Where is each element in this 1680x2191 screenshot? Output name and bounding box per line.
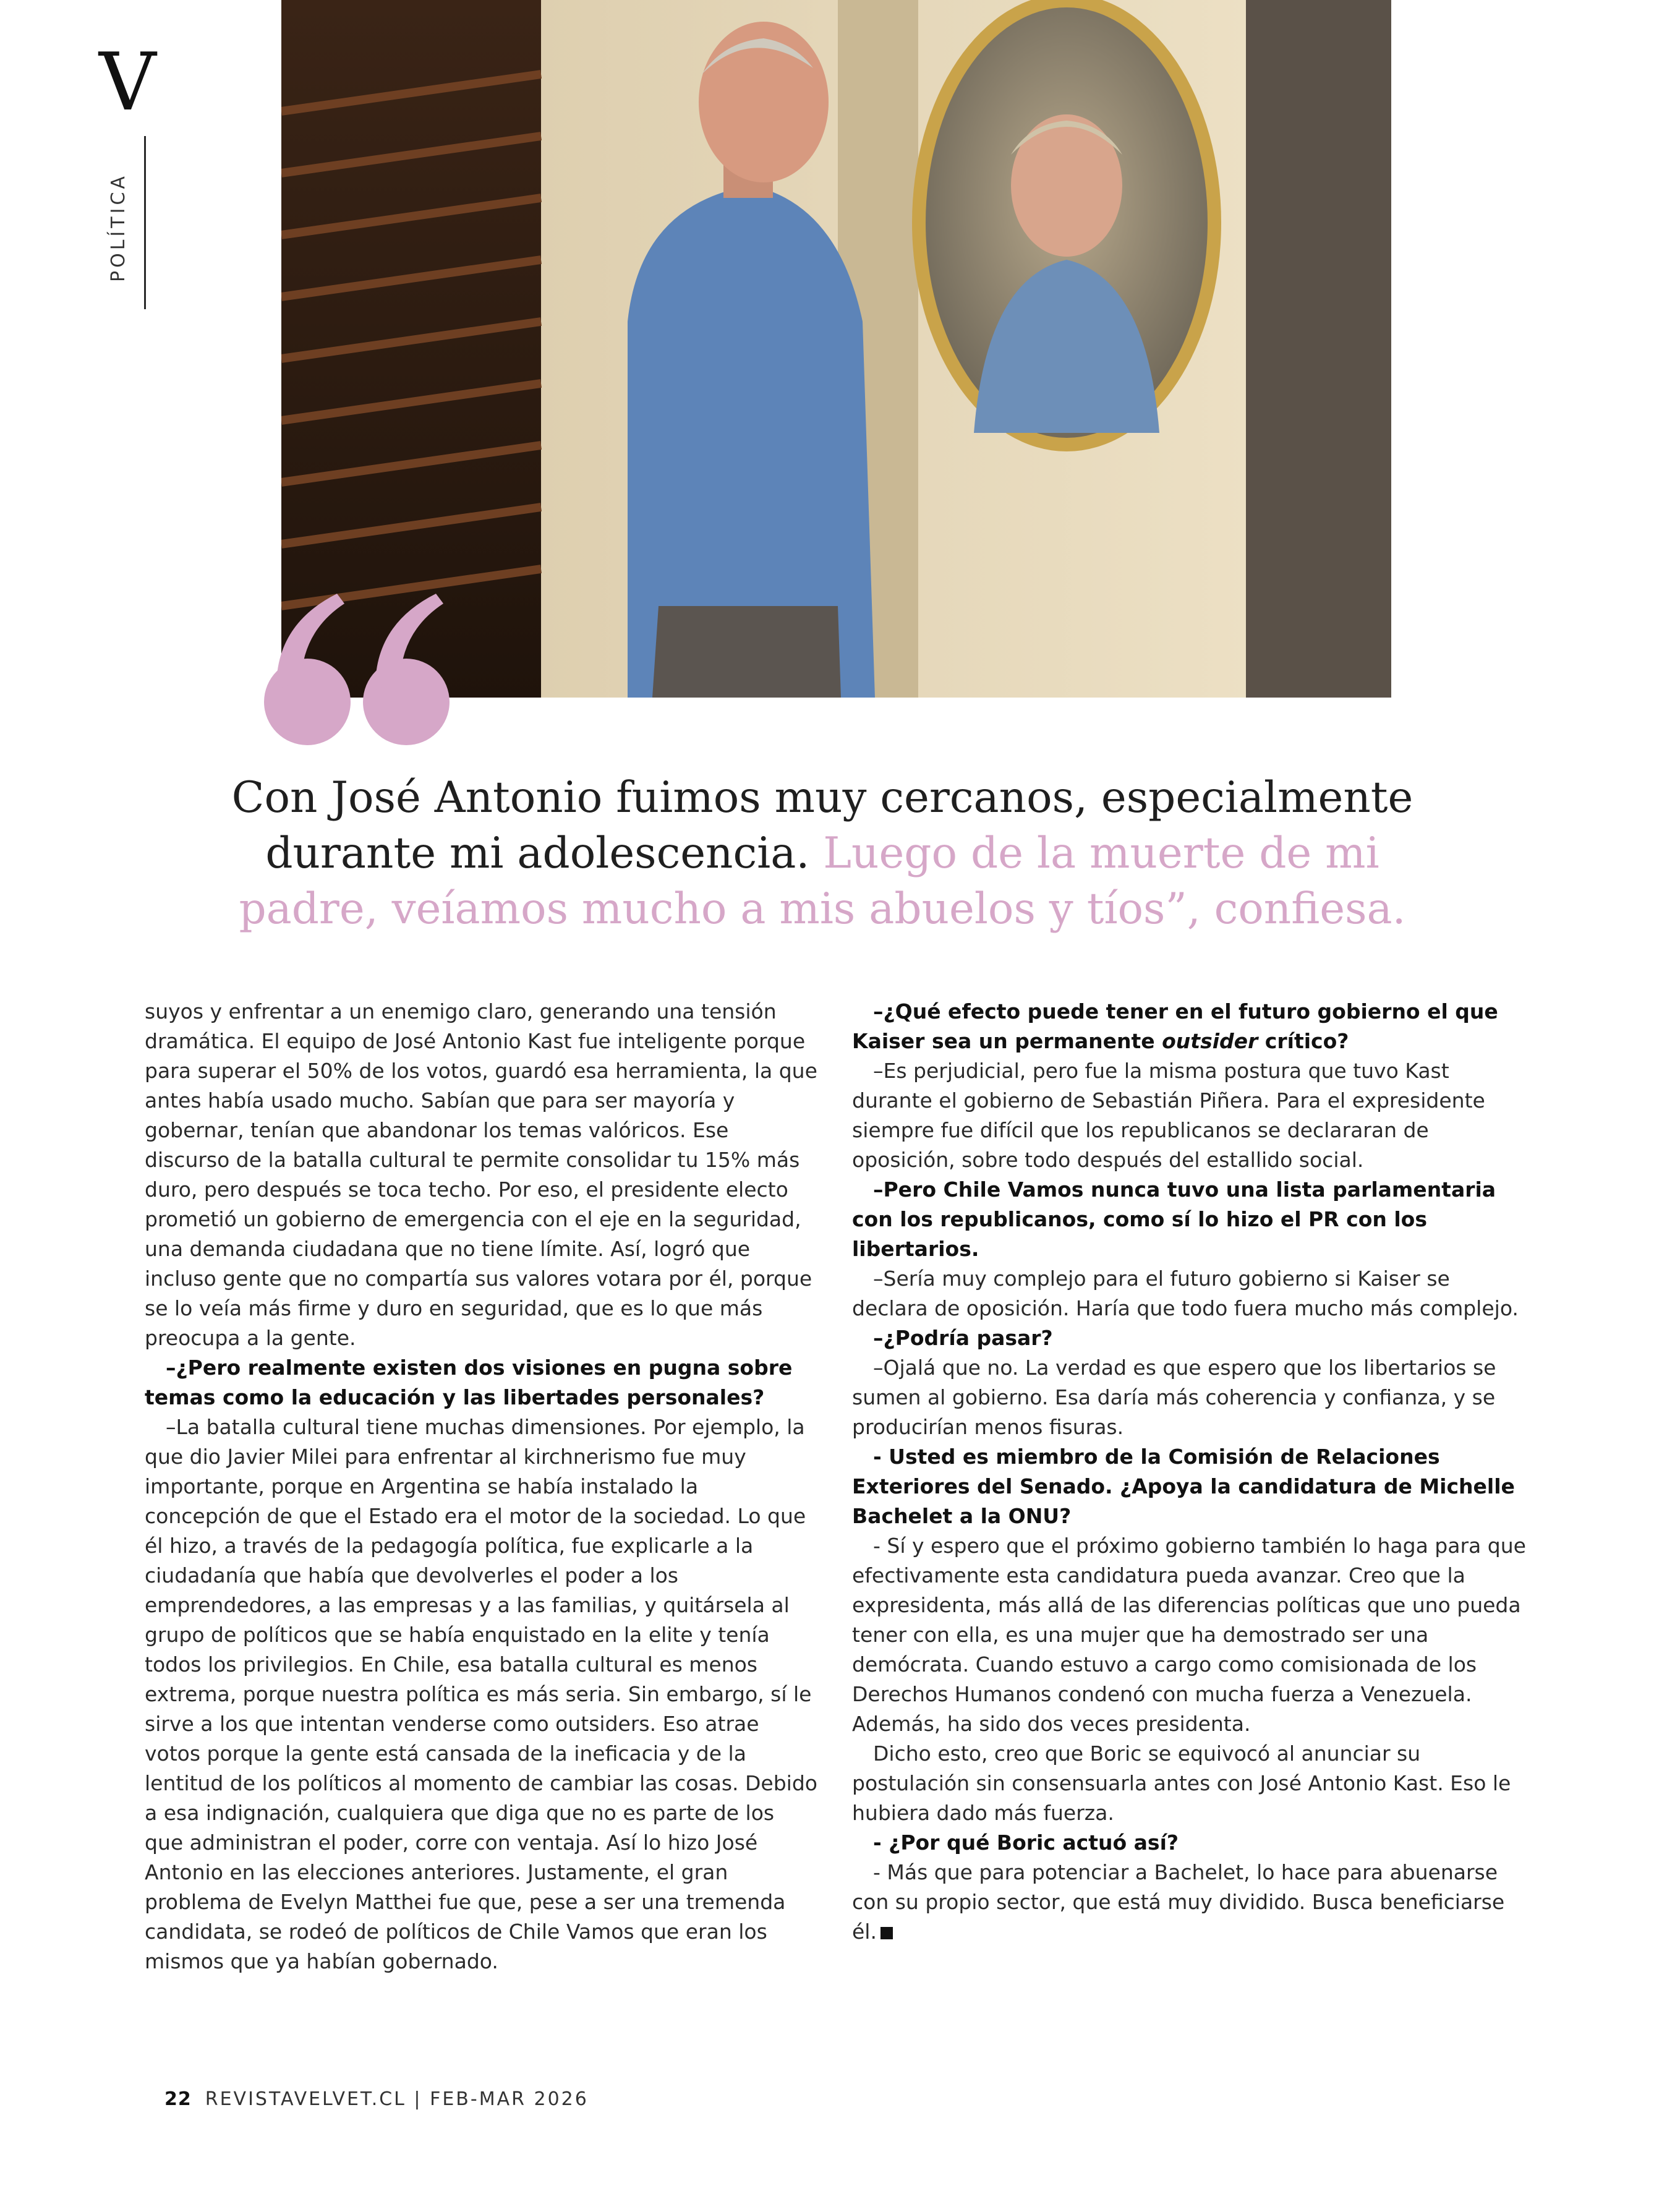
interview-answer: –Es perjudicial, pero fue la misma postura que tuvo Kast durante el gobierno de Sebastián Piñera. Para el expresidente siempre fue difícil que los republicanos se declararan de oposición, sobre todo después del estallido social. <box>852 1059 1485 1172</box>
paragraph: suyos y enfrentar a un enemigo claro, generando una tensión dramática. El equipo de José Antonio Kast fue inteligente porque para superar el 50% de los votos, guardó esa herramienta, la que antes había usado mucho. Sabían que para ser mayoría y gobernar, tenían que abandonar los temas valóricos. Ese discurso de la batalla cultural te permite consolidar tu 15% más duro, pero después se toca techo. Por eso, el presidente electo prometió un gobierno de emergencia con el eje en la seguridad, una demanda ciudadana que no tiene límite. Así, logró que incluso gente que no compartía sus valores votara por él, porque se lo veía más firme y duro en seguridad, que es lo que más preocupa a la gente. <box>145 999 817 1350</box>
interview-question: –¿Podría pasar? <box>873 1326 1053 1350</box>
article-column-right <box>852 997 1526 1947</box>
pull-quote-accent-text: Luego de la muerte de mi padre, veíamos mucho a mis abuelos y tíos”, confiesa. <box>239 829 1406 934</box>
magazine-logo: V <box>99 36 156 129</box>
interview-question: - Usted es miembro de la Comisión de Relaciones Exteriores del Senado. ¿Apoya la candidatura de Michelle Bachelet a la ONU? <box>852 1445 1515 1528</box>
end-mark-icon <box>881 1927 893 1939</box>
footer-site: REVISTAVELVET.CL | FEB-MAR 2026 <box>205 2088 589 2110</box>
pull-quote <box>198 770 1447 937</box>
page-footer <box>164 2088 589 2110</box>
interview-question: –Pero Chile Vamos nunca tuvo una lista parlamentaria con los republicanos, como sí lo hizo el PR con los libertarios. <box>852 1177 1496 1261</box>
question-text: –¿Qué efecto puede tener en el futuro gobierno el que Kaiser sea un permanente <box>852 999 1498 1053</box>
interview-answer: –La batalla cultural tiene muchas dimensiones. Por ejemplo, la que dio Javier Milei para enfrentar al kirchnerismo fue muy importante, porque en Argentina se había instalado la concepción de que el Estado era el motor de la sociedad. Lo que él hizo, a través de la pedagogía política, fue explicarle a la ciudadanía que había que devolverles el poder a los emprendedores, a las empresas y a las familias, y quitársela al grupo de políticos que se había enquistado en la elite y tenía todos los privilegios. En Chile, esa batalla cultural es menos extrema, porque nuestra política es más seria. Sin embargo, sí le sirve a los que intentan venderse como outsiders. Eso atrae votos porque la gente está cansada de la ineficacia y de la lentitud de los políticos al momento de cambiar las cosas. Debido a esa indignación, cualquiera que diga que no es parte de los que administran el poder, corre con ventaja. Así lo hizo José Antonio en las elecciones anteriores. Justamente, el gran problema de Evelyn Matthei fue que, pese a ser una tremenda candidata, se rodeó de políticos de Chile Vamos que eran los mismos que ya habían gobernado. <box>145 1415 817 1973</box>
question-text: crítico? <box>1258 1029 1349 1053</box>
section-label: POLÍTICA <box>108 173 129 282</box>
article-column-left <box>145 997 819 1976</box>
interview-answer: Dicho esto, creo que Boric se equivocó al anunciar su postulación sin consensuarla antes con José Antonio Kast. Eso le hubiera dado más fuerza. <box>852 1741 1511 1825</box>
interview-answer <box>852 1858 1526 1947</box>
interview-answer: –Sería muy complejo para el futuro gobierno si Kaiser se declara de oposición. Haría que todo fuera mucho más complejo. <box>852 1266 1519 1320</box>
interview-question: - ¿Por qué Boric actuó así? <box>873 1830 1179 1855</box>
quote-mark-icon <box>263 587 454 748</box>
interview-question: –¿Pero realmente existen dos visiones en pugna sobre temas como la educación y las libertades personales? <box>145 1356 793 1409</box>
answer-text: - Más que para potenciar a Bachelet, lo hace para abuenarse con su propio sector, que está muy dividido. Busca beneficiarse él. <box>852 1860 1505 1944</box>
pull-quote-dark-text: Con José Antonio fuimos muy cercanos, especialmente durante mi adolescencia. <box>231 773 1414 878</box>
question-italic-text: outsider <box>1162 1029 1258 1053</box>
interview-answer: –Ojalá que no. La verdad es que espero que los libertarios se sumen al gobierno. Esa daría más coherencia y confianza, y se producirían menos fisuras. <box>852 1356 1496 1439</box>
section-rule <box>144 136 146 309</box>
page-number: 22 <box>164 2088 192 2110</box>
interview-answer: - Sí y espero que el próximo gobierno también lo haga para que efectivamente esta candidatura pueda avanzar. Creo que la expresidenta, más allá de las diferencias políticas que uno pueda tener con ella, es una mujer que ha demostrado ser una demócrata. Cuando estuvo a cargo como comisionada de los Derechos Humanos condenó con mucha fuerza a Venezuela. Además, ha sido dos veces presidenta. <box>852 1534 1526 1736</box>
interview-question <box>852 997 1526 1056</box>
